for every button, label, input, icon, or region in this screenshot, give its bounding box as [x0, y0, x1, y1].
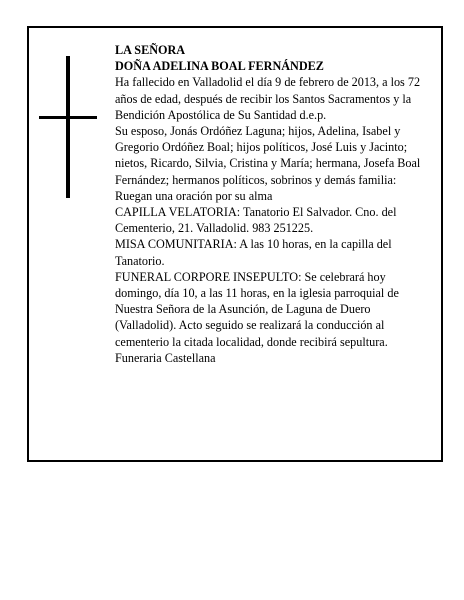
wake-chapel-info: CAPILLA VELATORIA: Tanatorio El Salvador. Cno. del Cementerio, 21. Valladolid. 983 251225.	[115, 205, 397, 236]
funeral-info: FUNERAL CORPORE INSEPULTO: Se celebrará hoy domingo, día 10, a las 11 horas, en la iglesia parroquial de Nuestra Señora de la Asunción, de Laguna de Duero (Valladolid). Acto seguido se realizará la conducción al cementerio la citada localidad, donde recibirá sepultura.	[115, 269, 399, 349]
cross-vertical-bar	[66, 56, 70, 198]
notice-title: LA SEÑORA	[115, 43, 186, 57]
notice-text	[115, 42, 427, 366]
prayer-request: Ruegan una oración por su alma	[115, 188, 273, 203]
deceased-name: DOÑA ADELINA BOAL FERNÁNDEZ	[115, 59, 324, 74]
obituary-notice	[27, 26, 443, 462]
community-mass-info: MISA COMUNITARIA: A las 10 horas, en la capilla del Tanatorio.	[115, 237, 392, 268]
cross-icon	[39, 56, 97, 198]
family-list: Su esposo, Jonás Ordóñez Laguna; hijos, Adelina, Isabel y Gregorio Ordóñez Boal; hijos políticos, José Luis y Jacinto; nietos, Ricardo, Silvia, Cristina y María; hermana, Josefa Boal Fernández; hermanos políticos, sobrinos y demás familia:	[115, 124, 421, 187]
cross-horizontal-bar	[39, 116, 97, 119]
death-announcement: Ha fallecido en Valladolid el día 9 de febrero de 2013, a los 72 años de edad, después de recibir los Santos Sacramentos y la Bendición Apostólica de Su Santidad d.e.p.	[115, 75, 421, 122]
funeral-home: Funeraria Castellana	[115, 350, 216, 365]
